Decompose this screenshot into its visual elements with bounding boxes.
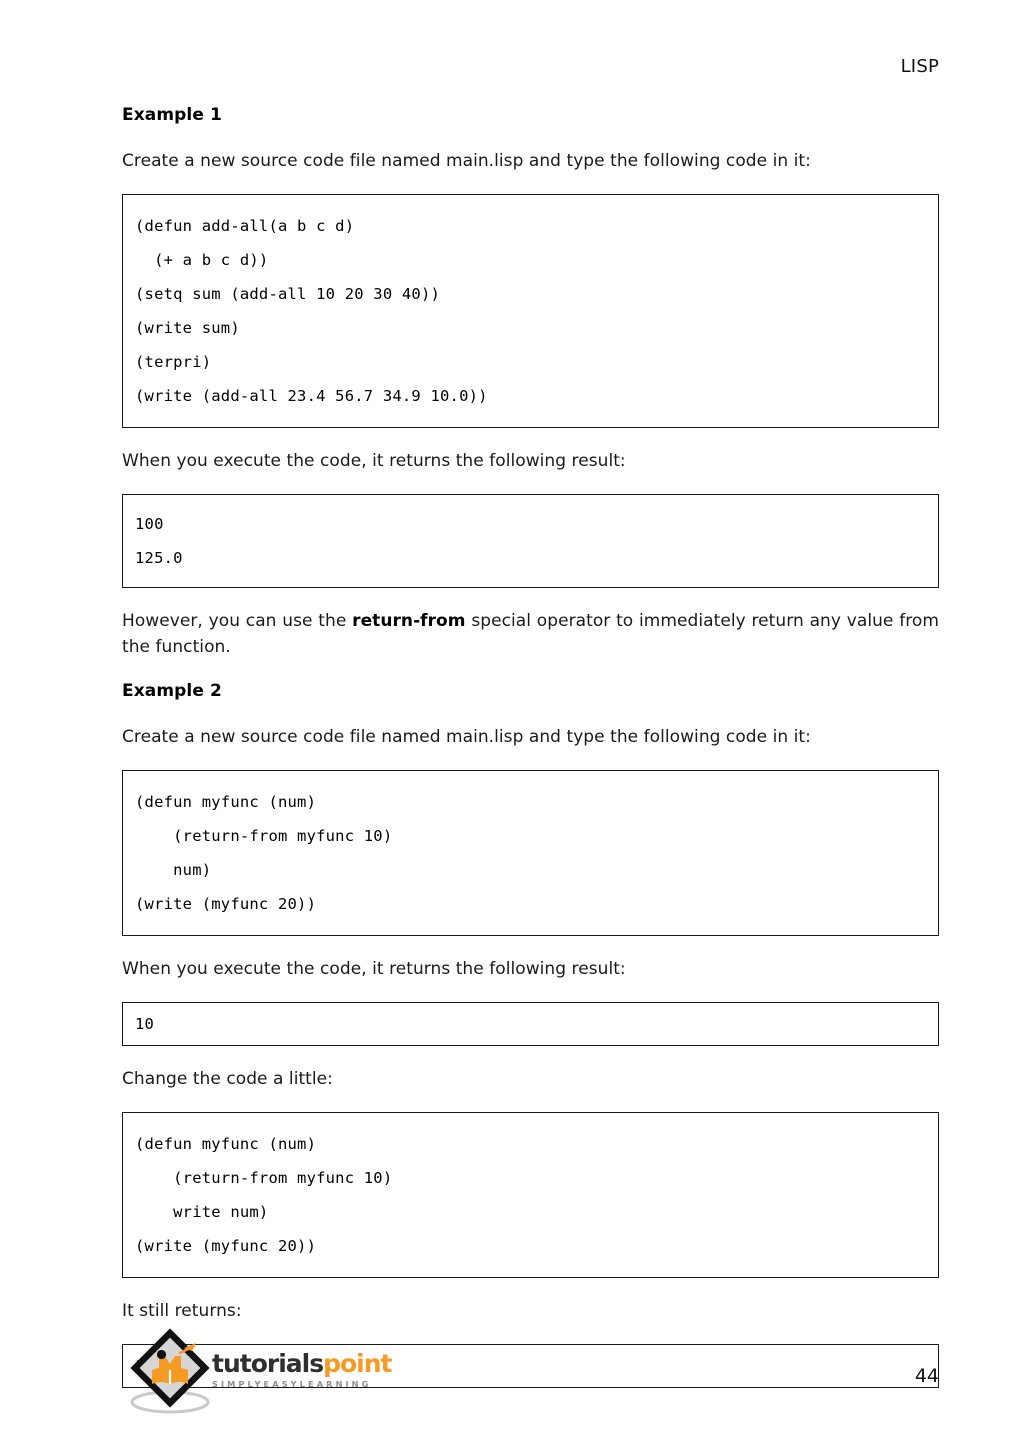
- paragraph-example-1-intro: Create a new source code file named main.lisp and type the following code in it:: [122, 151, 811, 171]
- code-line: (write (add-all 23.4 56.7 34.9 10.0)): [135, 387, 488, 405]
- heading-example-1: Example 1: [122, 105, 222, 125]
- tutorialspoint-wordmark: [212, 1350, 392, 1390]
- code-line: (return-from myfunc 10): [135, 827, 393, 845]
- code-line: (defun add-all(a b c d): [135, 217, 355, 235]
- paragraph-example-2-result-intro: When you execute the code, it returns the following result:: [122, 959, 626, 979]
- paragraph-example-1-result-intro: When you execute the code, it returns the following result:: [122, 451, 626, 471]
- document-content: [122, 104, 939, 1408]
- page-header-title: LISP: [900, 56, 939, 77]
- code-line: (setq sum (add-all 10 20 30 40)): [135, 285, 441, 303]
- paragraph-example-2-intro: Create a new source code file named main.lisp and type the following code in it:: [122, 727, 811, 747]
- code-line: (write sum): [135, 319, 240, 337]
- code-line: (defun myfunc (num): [135, 1135, 317, 1153]
- heading-example-2: Example 2: [122, 681, 222, 701]
- tutorialspoint-diamond-icon: [124, 1326, 216, 1418]
- code-block-changed: [122, 1112, 939, 1278]
- page-number: 44: [914, 1365, 939, 1387]
- logo-wordmark-line: [212, 1350, 392, 1377]
- note-suffix: special operator to immediately return any value from the function.: [122, 611, 939, 657]
- code-block-example-2: [122, 770, 939, 936]
- code-block-example-1: [122, 194, 939, 428]
- code-line: (write (myfunc 20)): [135, 1237, 317, 1255]
- code-line: (write (myfunc 20)): [135, 895, 317, 913]
- code-line: (+ a b c d)): [135, 251, 269, 269]
- output-line: 100: [135, 515, 164, 533]
- output-block-example-1: [122, 494, 939, 588]
- paragraph-change-result-intro: It still returns:: [122, 1301, 242, 1321]
- output-line: 10: [135, 1015, 155, 1033]
- note-prefix: However, you can use the: [122, 611, 353, 631]
- code-line: (terpri): [135, 353, 212, 371]
- logo-text-tutorials: tutorials: [212, 1349, 324, 1378]
- note-bold-term: return-from: [352, 611, 466, 631]
- output-block-example-2: [122, 1002, 939, 1046]
- logo-tagline: SIMPLYEASYLEARNING: [212, 1379, 372, 1389]
- paragraph-change-intro: Change the code a little:: [122, 1069, 333, 1089]
- code-line: num): [135, 861, 212, 879]
- code-line: write num): [135, 1203, 269, 1221]
- paragraph-return-from-note: [122, 608, 939, 660]
- logo-text-point: point: [323, 1349, 392, 1378]
- code-line: (return-from myfunc 10): [135, 1169, 393, 1187]
- output-line: 125.0: [135, 549, 183, 567]
- code-line: (defun myfunc (num): [135, 793, 317, 811]
- page-footer: [0, 1318, 1019, 1428]
- tutorialspoint-logo: [124, 1326, 392, 1422]
